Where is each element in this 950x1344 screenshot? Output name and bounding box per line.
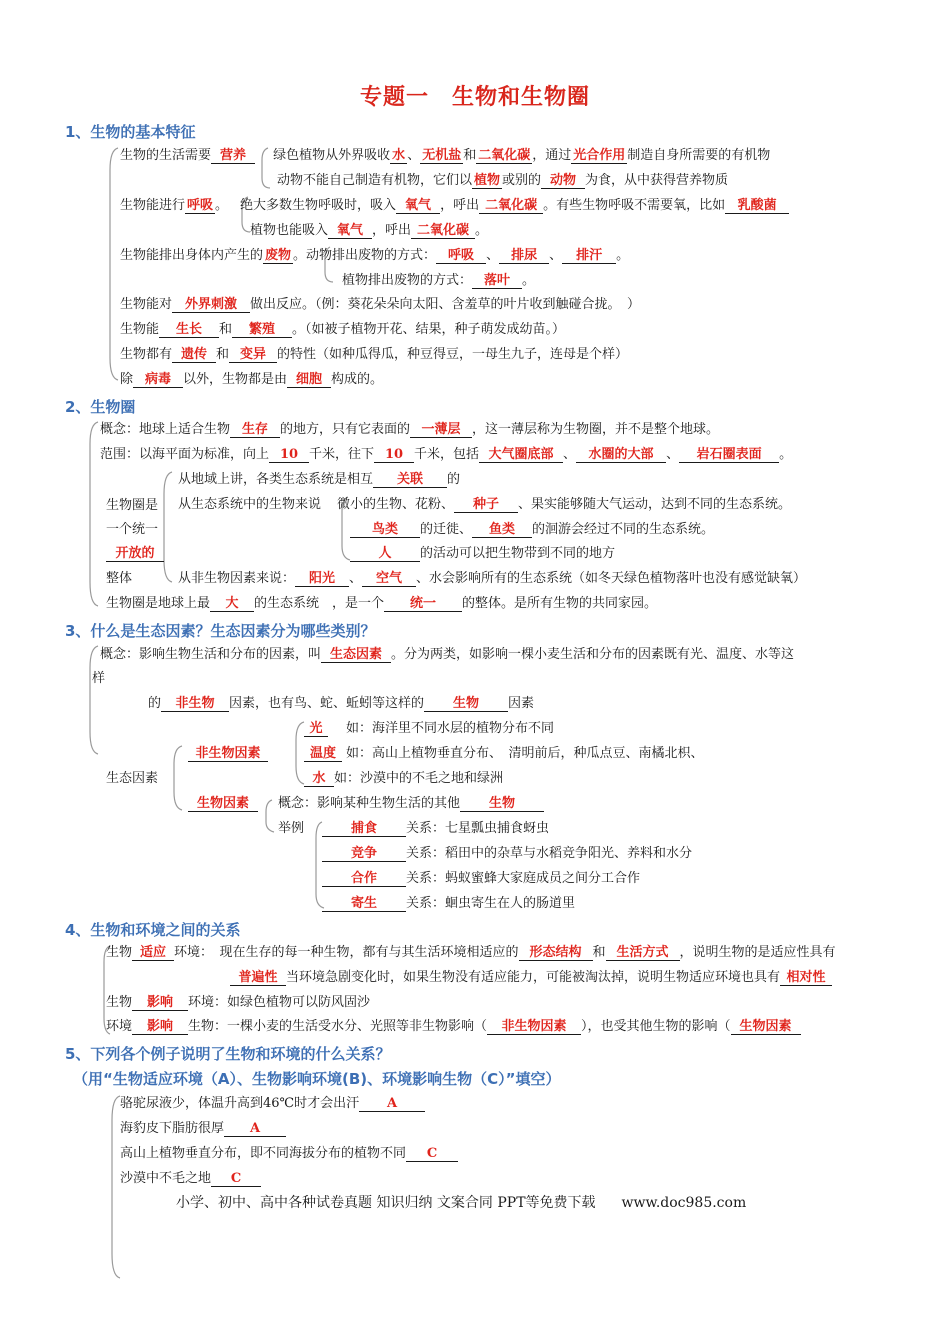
blank: 光: [304, 721, 328, 737]
section-1-heading: 1、生物的基本特征: [65, 123, 196, 141]
blank: 废物: [265, 248, 292, 263]
blank: 形态结构: [519, 945, 593, 961]
blank: 种子: [454, 497, 518, 513]
blank: 鸟类: [350, 522, 420, 538]
blank: A: [359, 1096, 425, 1112]
s2-line-2: 范围：以海平面为标准，向上 10 千米，往下 10 千米，包括 大气圈底部 、 水圈的大部 、 岩石圈表面 。: [100, 447, 793, 462]
s4-line-2: 普遍性 当环境急剧变化时，如果生物没有适应能力，可能被淘汰掉，说明生物适应环境也具有 相对性: [230, 969, 832, 987]
blank: 水圈的大部: [576, 447, 666, 463]
blank: 呼吸: [436, 248, 486, 264]
s1-line-2: 动物不能自己制造有机物，它们以 植物 或别的 动物 为食，从中获得营养物质: [277, 173, 729, 188]
blank: 遗传: [172, 347, 216, 363]
blank: 生物: [424, 696, 508, 712]
blank: 大气圈底部: [479, 447, 563, 463]
s3-water: 水 如：沙漠中的不毛之地和绿洲: [304, 770, 503, 788]
s1-line-9: 生物都有 遗传 和 变异 的特性（如种瓜得瓜，种豆得豆，一母生九子，连母是个样）: [120, 347, 629, 362]
blank: A: [224, 1121, 286, 1137]
blank: 变异: [229, 347, 277, 363]
s2-line-5: 鸟类 的迁徙、 鱼类 的洄游会经过不同的生态系统。: [350, 521, 714, 539]
section-2-heading: 2、生物圈: [65, 398, 136, 416]
s5-item: 海豹皮下脂肪很厚 A: [120, 1120, 286, 1138]
s4-line-1: 生物 适应 环境： 现在生存的每一种生物，都有与其生活环境相适应的 形态结构 和 生活方式 ，说明生物的是适应性具有: [106, 945, 836, 960]
s1-line-3: 生物能进行 呼吸 。 绝大多数生物呼吸时，吸入 氧气 ，呼出 二氧化碳 。有些生物呼吸不需要氧，比如 乳酸菌: [120, 197, 789, 215]
blank: 落叶: [472, 273, 522, 289]
s1-line-8: 生物能 生长 和 繁殖 。（如被子植物开花、结果，种子萌发成幼苗。）: [120, 322, 566, 337]
blank: 排尿: [499, 248, 549, 264]
blank: 营养: [211, 148, 255, 164]
blank: 空气: [362, 571, 416, 587]
blank: 统一: [384, 596, 462, 612]
s3-concept: 概念：影响某种生物生活的其他 生物: [278, 795, 544, 813]
blank: 生存: [230, 422, 280, 438]
section-5-subheading: （用“生物适应环境（A）、生物影响环境(B)、环境影响生物（C）”填空）: [73, 1070, 561, 1088]
s2-side-1: 生物圈是: [106, 498, 159, 513]
s2-line-7: 从非生物因素来说： 阳光 、 空气 、水会影响所有的生态系统（如冬天绿色植物落叶也没有感觉缺氧）: [178, 571, 807, 586]
blank: 合作: [322, 871, 406, 887]
s3-example: 合作 关系：蚂蚁蜜蜂大家庭成员之间分工合作: [322, 870, 640, 888]
blank: 普遍性: [230, 970, 286, 986]
s3-example: 竞争 关系：稻田中的杂草与水稻竞争阳光、养料和水分: [322, 845, 692, 863]
s3-line-2: 的 非生物 因素，也有鸟、蛇、蚯蚓等这样的 生物 因素: [148, 696, 535, 711]
s1-line-10: 除 病毒 以外，生物都是由 细胞 构成的。: [120, 372, 384, 387]
s3-temp: 温度 如：高山上植物垂直分布、 清明前后，种瓜点豆、南橘北枳、: [304, 745, 704, 763]
blank: 生物: [460, 796, 544, 812]
s2-side-2: 一个统一: [106, 522, 159, 537]
section-4-heading: 4、生物和环境之间的关系: [65, 921, 241, 939]
footer-text: 小学、初中、高中各种试卷真题 知识归纳 文案合同 PPT等免费下载: [176, 1195, 596, 1211]
s3-line-1: 概念：影响生物生活和分布的因素，叫 生态因素 。分为两类，如影响一棵小麦生活和分布的因素既有光、温度、水等这: [100, 647, 795, 662]
blank: 植物: [474, 173, 501, 188]
blank: 水: [304, 771, 334, 787]
s1-line-5: 生物能排出身体内产生的 废物 。动物排出废物的方式： 呼吸 、 排尿 、 排汗 。: [120, 248, 630, 263]
blank: 人: [350, 546, 420, 562]
blank: 影响: [132, 1019, 188, 1035]
footer: [176, 1192, 746, 1212]
blank: 繁殖: [232, 322, 292, 338]
s2-side-3: 开放的: [106, 545, 164, 563]
s3-biotic: 生物因素: [188, 795, 258, 813]
blank: 水: [392, 148, 406, 163]
blank: 氧气: [328, 223, 372, 239]
section-5-heading: 5、下列各个例子说明了生物和环境的什么关系？: [65, 1045, 391, 1063]
blank: 生态因素: [321, 647, 391, 663]
blank: 寄生: [322, 896, 406, 912]
s3-light: 光 如：海洋里不同水层的植物分布不同: [304, 720, 554, 738]
blank: 生长: [159, 322, 219, 338]
s1-line-7: 生物能对 外界刺激 做出反应。（例：葵花朵朵向太阳、含羞草的叶片收到触碰合拢。 ）: [120, 297, 641, 312]
s3-example-label: 举例: [278, 821, 305, 836]
blank: 光合作用: [573, 148, 626, 163]
blank: 生物因素: [731, 1019, 801, 1035]
s4-line-3: 生物 影响 环境：如绿色植物可以防风固沙: [106, 995, 371, 1010]
blank: 乳酸菌: [725, 198, 789, 214]
section-3-heading: 3、什么是生态因素？生态因素分为哪些类别？: [65, 622, 376, 640]
blank: 生活方式: [606, 945, 680, 961]
blank: 关联: [373, 472, 447, 488]
blank: 非生物因素: [487, 1019, 581, 1035]
s2-side-4: 整体: [106, 571, 133, 586]
blank: 二氧化碳: [411, 223, 475, 239]
blank: 相对性: [780, 970, 832, 986]
blank: 10: [374, 447, 414, 463]
blank: 呼吸: [187, 198, 214, 213]
s3-line-1b: 样: [92, 671, 106, 686]
blank: 二氧化碳: [479, 198, 543, 214]
s4-line-4: 环境 影响 生物：一棵小麦的生活受水分、光照等非生物影响（ 非生物因素 ），也受其他生物的影响（ 生物因素: [106, 1018, 801, 1036]
s2-line-6: 人 的活动可以把生物带到不同的地方: [350, 545, 615, 563]
blank: 适应: [132, 945, 174, 961]
blank: C: [406, 1146, 458, 1162]
blank: 温度: [304, 746, 342, 762]
blank: 岩石圈表面: [679, 447, 779, 463]
footer-url[interactable]: www.doc985.com: [621, 1195, 747, 1211]
blank: 氧气: [396, 198, 440, 214]
blank: 一薄层: [410, 422, 472, 438]
blank: 排汗: [562, 248, 616, 264]
page-title: 专题一 生物和生物圈: [359, 85, 590, 110]
s5-item: 骆驼尿液少，体温升高到46℃时才会出汗 A: [120, 1095, 425, 1113]
blank: 影响: [132, 995, 188, 1011]
s2-line-4: 从生态系统中的生物来说 微小的生物、花粉、 种子 、果实能够随大气运动，达到不同的生态系统。: [178, 497, 792, 512]
blank: 大: [210, 596, 254, 612]
s1-line-4: 植物也能吸入 氧气 ，呼出 二氧化碳 。: [250, 223, 489, 238]
s1-line-6: 植物排出废物的方式： 落叶 。: [342, 273, 536, 288]
s3-abiotic: 非生物因素: [188, 745, 268, 763]
blank: 二氧化碳: [478, 148, 531, 163]
blank: C: [211, 1171, 261, 1187]
blank: 10: [269, 447, 309, 463]
blank: 病毒: [133, 372, 183, 388]
s2-line-3: 从地域上讲，各类生态系统是相互 关联 的: [178, 472, 461, 487]
s3-example: 寄生 关系：蛔虫寄生在人的肠道里: [322, 895, 575, 913]
blank: 竞争: [322, 846, 406, 862]
s2-line-1: 概念：地球上适合生物 生存 的地方，只有它表面的 一薄层 ，这一薄层称为生物圈，并不是整个地球。: [100, 422, 720, 437]
s3-root: 生态因素: [106, 771, 159, 786]
blank: 动物: [541, 173, 585, 189]
blank: 非生物: [161, 696, 229, 712]
s3-example: 捕食 关系：七星瓢虫捕食蚜虫: [322, 820, 549, 838]
blank: 细胞: [287, 372, 331, 388]
s2-line-8: 生物圈是地球上最 大 的生态系统 ，是一个 统一 的整体。是所有生物的共同家园。: [106, 596, 658, 611]
blank: 阳光: [295, 571, 349, 587]
s5-item: 高山上植物垂直分布，即不同海拔分布的植物不同 C: [120, 1145, 458, 1163]
s1-line-1: 生物的生活需要 营养 绿色植物从外界吸收 水 、 无机盐 和 二氧化碳 ，通过 光合作用 制造自身所需要的有机物: [120, 148, 771, 163]
s5-item: 沙漠中不毛之地 C: [120, 1170, 261, 1188]
blank: 外界刺激: [172, 297, 250, 313]
blank: 鱼类: [472, 522, 532, 538]
blank: 无机盐: [422, 148, 462, 163]
blank: 捕食: [322, 821, 406, 837]
